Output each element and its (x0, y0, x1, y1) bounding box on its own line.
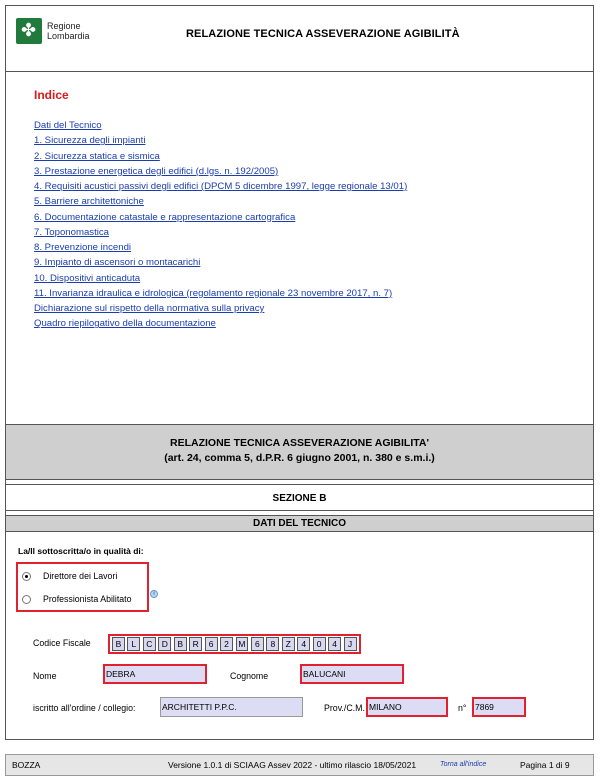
cognome-label: Cognome (230, 671, 269, 681)
page-header (6, 6, 593, 72)
index-heading: Indice (34, 88, 69, 102)
cf-char-cell[interactable]: C (143, 637, 156, 651)
report-banner (6, 424, 593, 480)
document-page (5, 5, 594, 740)
nome-input[interactable]: DEBRA (103, 664, 207, 684)
cf-char-cell[interactable]: 6 (205, 637, 218, 651)
logo-text (47, 21, 90, 41)
index-link-2[interactable]: 2. Sicurezza statica e sismica (34, 150, 160, 162)
section-subheading: DATI DEL TECNICO (6, 515, 593, 532)
banner-subtitle: (art. 24, comma 5, d.P.R. 6 giugno 2001, n. 380 e s.m.i.) (164, 452, 435, 464)
index-link-4[interactable]: 4. Requisiti acustici passivi degli edifici (DPCM 5 dicembre 1997, legge regionale 13/01) (34, 181, 408, 192)
role-radio-group (16, 562, 149, 612)
cf-char-cell[interactable]: L (127, 637, 140, 651)
codice-fiscale-label: Codice Fiscale (33, 638, 91, 648)
cf-char-cell[interactable]: 0 (313, 637, 326, 651)
role-label: La/Il sottoscritta/o in qualità di: (18, 546, 144, 556)
cf-char-cell[interactable]: D (158, 637, 171, 651)
role-option-direttore[interactable] (22, 571, 117, 581)
role-option-label: Direttore dei Lavori (43, 571, 118, 581)
cf-char-cell[interactable]: 4 (328, 637, 341, 651)
back-to-index-link[interactable]: Torna all'indice (440, 761, 487, 768)
page-number: Pagina 1 di 9 (520, 760, 570, 770)
role-option-professionista[interactable] (22, 594, 132, 604)
index-link-1[interactable]: 1. Sicurezza degli impianti (34, 135, 146, 147)
index-link-dati-tecnico[interactable]: Dati del Tecnico (34, 120, 102, 131)
cf-char-cell[interactable]: 2 (220, 637, 233, 651)
role-option-label: Professionista Abilitato (43, 594, 132, 604)
index-link-7[interactable]: 7. Toponomastica (34, 226, 110, 238)
banner-title: RELAZIONE TECNICA ASSEVERAZIONE AGIBILITA' (170, 437, 429, 449)
logo-line-1: Regione (47, 21, 81, 31)
index-link-6[interactable]: 6. Documentazione catastale e rappresentazione cartografica (34, 211, 296, 223)
section-heading: SEZIONE B (6, 484, 593, 511)
index-link-9[interactable]: 9. Impianto di ascensori o montacarichi (34, 257, 201, 269)
table-of-contents (34, 88, 407, 332)
radio-selected-icon[interactable] (22, 572, 31, 581)
index-list (34, 118, 407, 332)
lombardia-rose-icon: ✤ (16, 18, 42, 44)
index-link-quadro[interactable]: Quadro riepilogativo della documentazione (34, 318, 216, 330)
nome-label: Nome (33, 671, 57, 681)
prov-label: Prov./C.M. (324, 703, 365, 713)
region-logo (16, 18, 90, 44)
cf-char-cell[interactable]: J (344, 637, 357, 651)
cf-char-cell[interactable]: 6 (251, 637, 264, 651)
ordine-input[interactable]: ARCHITETTI P.P.C. (160, 697, 303, 717)
prov-input[interactable]: MILANO (366, 697, 448, 717)
page-footer (5, 754, 594, 776)
cf-char-cell[interactable]: 8 (266, 637, 279, 651)
page-title: RELAZIONE TECNICA ASSEVERAZIONE AGIBILITÀ (186, 28, 460, 40)
index-link-11[interactable]: 11. Invarianza idraulica e idrologica (regolamento regionale 23 novembre 2017, n. 7) (34, 287, 393, 299)
index-link-10[interactable]: 10. Dispositivi anticaduta (34, 272, 141, 284)
numero-input[interactable]: 7869 (472, 697, 526, 717)
index-link-5[interactable]: 5. Barriere architettoniche (34, 196, 144, 208)
numero-label: n° (458, 703, 467, 713)
cf-char-cell[interactable]: M (236, 637, 249, 651)
ordine-label: iscritto all'ordine / collegio: (33, 703, 136, 713)
index-link-8[interactable]: 8. Prevenzione incendi (34, 242, 132, 253)
index-link-3[interactable]: 3. Prestazione energetica degli edifici (d.lgs. n. 192/2005) (34, 165, 279, 177)
cf-char-cell[interactable]: B (174, 637, 187, 651)
version-text: Versione 1.0.1 di SCIAAG Assev 2022 - ultimo rilascio 18/05/2021 (168, 760, 417, 770)
index-link-privacy[interactable]: Dichiarazione sul rispetto della normativa sulla privacy (34, 303, 265, 314)
radio-unselected-icon[interactable] (22, 595, 31, 604)
cf-char-cell[interactable]: Z (282, 637, 295, 651)
info-icon[interactable]: i (150, 590, 158, 598)
cf-char-cell[interactable]: R (189, 637, 202, 651)
cognome-input[interactable]: BALUCANI (300, 664, 404, 684)
draft-status: BOZZA (12, 760, 41, 770)
codice-fiscale-field (108, 634, 361, 654)
cf-char-cell[interactable]: B (112, 637, 125, 651)
logo-line-2: Lombardia (47, 31, 90, 41)
cf-char-cell[interactable]: 4 (297, 637, 310, 651)
